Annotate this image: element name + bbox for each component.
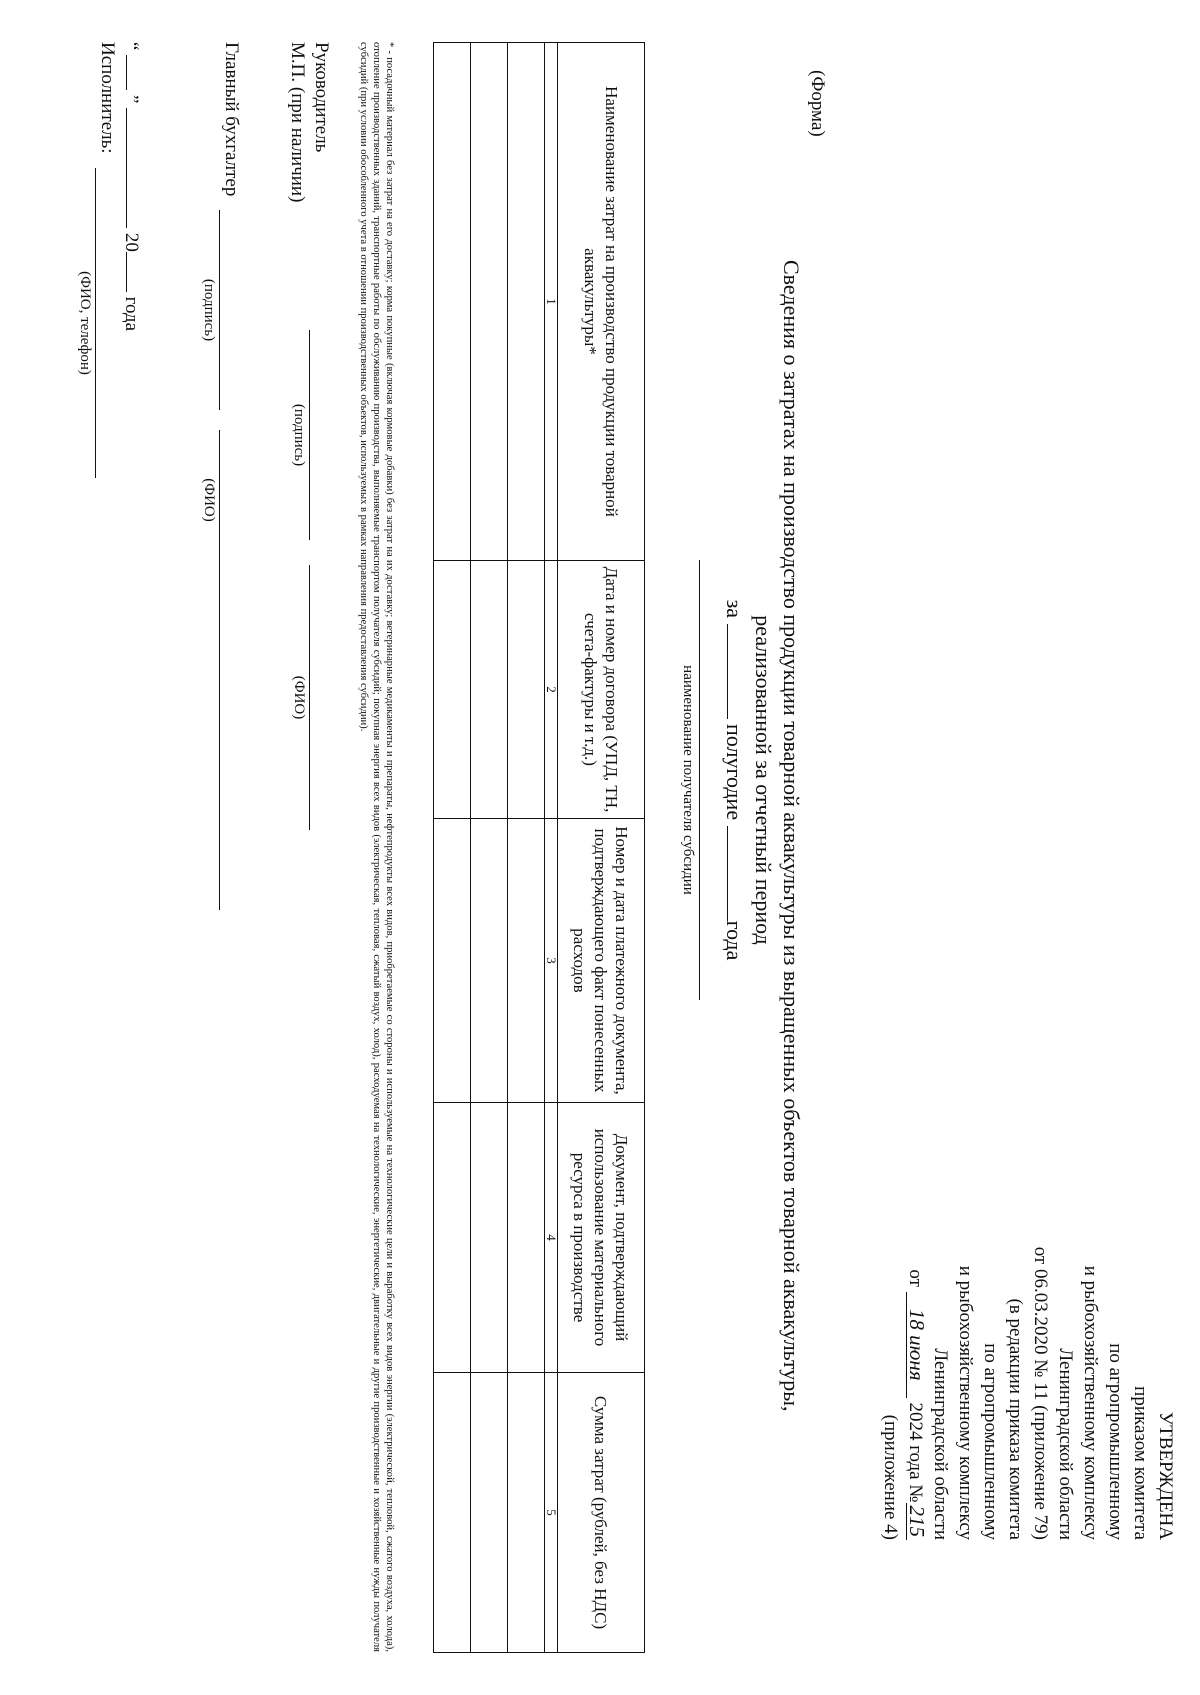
table-cell[interactable] — [508, 561, 545, 819]
day-blank[interactable] — [126, 55, 145, 90]
recipient-caption: наименование получателя субсидии — [680, 665, 696, 895]
accountant-fio-caption: (ФИО) — [201, 478, 217, 522]
header-payment-doc: Номер и дата платежного документа, подтверждающего факт понесенных расходов — [558, 819, 645, 1103]
head-signature-caption: (подпись) — [291, 403, 307, 467]
period-year: года — [722, 920, 747, 961]
executor-line[interactable] — [95, 168, 96, 478]
executor-caption: (ФИО, телефон) — [77, 271, 93, 375]
header-cost-name: Наименование затрат на производство продукции товарной аквакультуры* — [558, 43, 645, 561]
table-column-numbers — [545, 43, 558, 1653]
column-number: 4 — [545, 1103, 558, 1373]
stamp-label: М.П. (при наличии) — [287, 42, 308, 203]
accountant-signature-line[interactable] — [219, 210, 220, 410]
table-cell[interactable] — [434, 43, 471, 561]
period-halfyear: полугодие — [722, 724, 747, 821]
table-row — [508, 43, 545, 1653]
approval-line: Ленинградской области — [930, 1348, 951, 1540]
approval-line: УТВЕРЖДЕНА — [1155, 1411, 1176, 1540]
table-cell[interactable] — [471, 1103, 508, 1373]
table-cell[interactable] — [508, 819, 545, 1103]
column-number: 3 — [545, 819, 558, 1103]
date-line — [120, 42, 145, 331]
table-cell[interactable] — [434, 561, 471, 819]
approval-line: Ленинградской области — [1055, 1348, 1076, 1540]
accountant-signature-caption: (подпись) — [201, 278, 217, 342]
header-amount: Сумма затрат (рублей, без НДС) — [558, 1373, 645, 1653]
cost-table — [433, 42, 645, 1653]
table-cell[interactable] — [508, 43, 545, 561]
head-label: Руководитель — [311, 42, 332, 153]
accountant-label: Главный бухгалтер — [221, 42, 242, 197]
table-cell[interactable] — [471, 561, 508, 819]
approval-line: и рыбохозяйственному комплексу — [955, 1265, 976, 1540]
table-cell[interactable] — [471, 819, 508, 1103]
approval-line: приказом комитета — [1130, 1386, 1151, 1540]
footnote: * - посадочный материал без затрат на его доставку; корма покупные (включая кормовые добавки) без затрат на их доставку; ветеринарные медикаменты и препараты, нефтепродукты всех видов, приобретаемые со стороны и используемые на технологические цели и выработку всех видов энергии (электрической, тепловой, сжатого воздуха, холода), отопление производственных зданий, транспортные работы по обслуживанию производства, выполняемые транспортом получателя субсидий; покупная энергия всех видов (электрическая, тепловая, сжатый воздух, холод), расходуемая на технологические, энергетические, двигательные и другие производственные и хозяйственные нужды получателя субсидий (при условии обособленного учета в отношении производственных объектов, используемых в рамках направления предоставления субсидии). — [358, 42, 395, 1652]
table-header-row — [558, 43, 645, 1653]
handwritten-number: 215 — [906, 1503, 927, 1541]
approval-date-year: 2024 года № — [905, 1402, 926, 1503]
form-label: (Форма) — [807, 70, 828, 137]
year-suffix-blank[interactable] — [126, 252, 145, 292]
approval-line: (в редакции приказа комитета — [1005, 1298, 1026, 1540]
table-cell[interactable] — [471, 1373, 508, 1653]
halfyear-blank[interactable] — [727, 624, 746, 719]
handwritten-date: 18 июня — [906, 1292, 927, 1398]
column-number: 1 — [545, 43, 558, 561]
table-cell[interactable] — [434, 1373, 471, 1653]
table-row — [471, 43, 508, 1653]
table-cell[interactable] — [508, 1373, 545, 1653]
month-blank[interactable] — [126, 108, 145, 228]
title-line-2: реализованной за отчетный период — [751, 615, 776, 945]
period-za: за — [722, 599, 747, 619]
accountant-fio-line[interactable] — [219, 430, 220, 910]
reporting-period — [721, 420, 747, 1140]
date-close-quote: ” — [121, 94, 142, 104]
approval-date-line — [903, 1000, 928, 1540]
year-blank[interactable] — [727, 826, 746, 921]
table-cell[interactable] — [471, 43, 508, 561]
page-title — [749, 260, 805, 1412]
date-year: года — [121, 296, 142, 331]
header-contract: Дата и номер договора (УПД, ТН, счета-фактуры и т.д.) — [558, 561, 645, 819]
table-cell[interactable] — [434, 819, 471, 1103]
approval-line: по агропромышленному — [980, 1343, 1001, 1540]
column-number: 5 — [545, 1373, 558, 1653]
column-number: 2 — [545, 561, 558, 819]
approval-line: и рыбохозяйственному комплексу — [1080, 1265, 1101, 1540]
head-fio-line[interactable] — [309, 565, 310, 830]
recipient-name-field[interactable] — [699, 560, 700, 1000]
executor-label: Исполнитель: — [97, 42, 118, 154]
approval-block — [878, 1000, 1178, 1540]
title-line-1: Сведения о затратах на производство продукции товарной аквакультуры из выращенных объектов товарной аквакультуры, — [779, 260, 804, 1412]
header-usage-doc: Документ, подтверждающий использование материального ресурса в производстве — [558, 1103, 645, 1373]
head-fio-caption: (ФИО) — [291, 675, 307, 720]
table-cell[interactable] — [434, 1103, 471, 1373]
table-cell[interactable] — [508, 1103, 545, 1373]
date-open-quote: “ — [121, 42, 142, 51]
approval-line: от 06.03.2020 № 11 (приложение 79) — [1030, 1246, 1051, 1540]
head-signature-line[interactable] — [309, 330, 310, 540]
date-20: 20 — [121, 232, 142, 252]
table-row — [434, 43, 471, 1653]
approval-appendix: (приложение 4) — [880, 1414, 901, 1540]
approval-date-prefix: от — [905, 1269, 926, 1287]
approval-line: по агропромышленному — [1105, 1343, 1126, 1540]
